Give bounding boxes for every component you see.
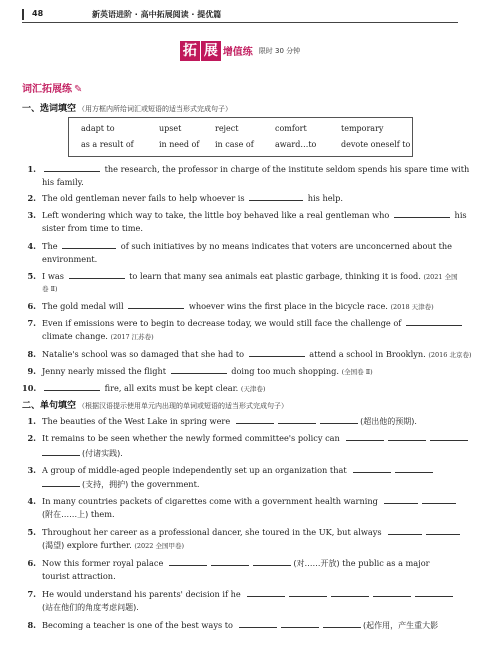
answer-blank[interactable] (171, 365, 227, 374)
book-title: 新英语进阶 · 高中拓展阅读 · 提优篇 (92, 10, 222, 19)
item-text: It remains to be seen whether the newly formed committee's policy can (42, 433, 340, 443)
answer-blank[interactable] (422, 495, 456, 504)
s2-item-2-cont (42, 447, 123, 459)
item-text: his (451, 210, 467, 220)
title-char-2: 展 (201, 41, 221, 61)
answer-blank[interactable] (395, 464, 433, 473)
s1-item-7-cont (42, 331, 154, 343)
answer-blank[interactable] (406, 317, 462, 326)
item-hint: (渴望) (42, 541, 65, 550)
item-text: the public as a major (342, 558, 430, 568)
item-number: 7. (27, 589, 36, 599)
item-hint: (起作用，产生重大影 (362, 621, 439, 630)
item-number: 3. (27, 465, 36, 475)
s1-item-1-cont: his family. (42, 177, 84, 187)
item-hint: (站在他们的角度考虑问题). (42, 603, 139, 612)
answer-blank[interactable] (44, 163, 100, 172)
s1-item-1 (22, 163, 470, 175)
word-box-item: comfort (275, 124, 307, 133)
s2-item-3-cont (42, 478, 199, 490)
section-2-instruction: （根据汉语提示使用单元内出现的单词或短语的适当形式完成句子） (78, 402, 289, 410)
s2-item-8 (22, 619, 462, 631)
answer-blank[interactable] (236, 415, 274, 424)
answer-blank[interactable] (44, 382, 100, 391)
answer-blank[interactable] (249, 192, 303, 201)
answer-blank[interactable] (373, 588, 411, 597)
item-source: (全国卷 Ⅱ) (341, 368, 373, 376)
s1-item-9 (22, 365, 462, 378)
answer-blank[interactable] (211, 557, 249, 566)
item-text: climate change. (42, 331, 108, 341)
page-header (22, 8, 458, 23)
s2-item-7-cont (42, 602, 139, 613)
answer-blank[interactable] (415, 588, 453, 597)
answer-blank[interactable] (388, 432, 426, 441)
s2-item-3 (22, 464, 462, 476)
item-text: them. (90, 509, 115, 519)
s1-item-5-source-cont: 卷 Ⅱ) (42, 285, 58, 293)
item-text: the research, the professor in charge of the institute seldom spends his spare time with (102, 164, 470, 174)
item-text: Even if emissions were to begin to decrease today, we would still face the challenge of (42, 318, 404, 328)
vocab-tag (22, 80, 82, 95)
word-box-item: as a result of (81, 140, 134, 149)
answer-blank[interactable] (253, 557, 291, 566)
item-number: 5. (27, 271, 36, 281)
answer-blank[interactable] (281, 619, 319, 628)
header-bar (22, 9, 24, 20)
item-number: 7. (27, 318, 36, 328)
section-1-heading (22, 101, 232, 114)
answer-blank[interactable] (323, 619, 361, 628)
item-text: the government. (130, 479, 200, 489)
item-number: 3. (27, 210, 36, 220)
section-2-heading (22, 398, 288, 411)
s1-item-8 (22, 348, 472, 361)
s1-item-2 (22, 192, 462, 204)
item-text: explore further. (66, 540, 132, 550)
answer-blank[interactable] (353, 464, 391, 473)
word-box-item: reject (215, 124, 239, 133)
word-box-item: temporary (341, 124, 384, 133)
item-number: 8. (27, 349, 36, 359)
section-title (0, 40, 480, 62)
item-source: (天津卷) (240, 385, 266, 393)
word-box-item: adapt to (81, 124, 115, 133)
time-limit: 限时 30 分钟 (258, 46, 301, 55)
answer-blank[interactable] (42, 478, 80, 487)
item-text: I was (42, 271, 67, 281)
item-number: 1. (27, 416, 36, 426)
item-hint: (支持，拥护) (82, 480, 129, 489)
item-text: He would understand his parents' decision if he (42, 589, 241, 599)
item-number: 10. (22, 383, 37, 393)
s2-item-7 (22, 588, 462, 600)
word-box (68, 117, 413, 157)
s2-item-6 (22, 557, 462, 569)
item-text: In many countries packets of cigarettes come with a government health warning (42, 496, 378, 506)
s1-item-3-cont: sister from time to time. (42, 223, 143, 233)
title-suffix: 增值练 (222, 47, 253, 58)
item-text: Now this former royal palace (42, 558, 164, 568)
item-text: Becoming a teacher is one of the best ways to (42, 620, 233, 630)
s1-item-10 (22, 382, 462, 395)
answer-blank[interactable] (426, 526, 460, 535)
answer-blank[interactable] (394, 209, 450, 218)
item-number: 6. (27, 301, 36, 311)
answer-blank[interactable] (388, 526, 422, 535)
item-source: (2017 江苏卷) (110, 333, 154, 341)
word-box-item: in case of (215, 140, 254, 149)
item-number: 1. (27, 164, 36, 174)
pen-icon: ✎ (74, 84, 83, 95)
item-text: Jenny nearly missed the flight (42, 366, 169, 376)
answer-blank[interactable] (69, 270, 125, 279)
item-number: 5. (27, 527, 36, 537)
item-number: 4. (27, 496, 36, 506)
answer-blank[interactable] (249, 348, 305, 357)
answer-blank[interactable] (247, 588, 285, 597)
item-text: Natalie's school was so damaged that she had to (42, 349, 247, 359)
item-source: (2022 全国甲卷) (134, 542, 185, 550)
item-number: 8. (27, 620, 36, 630)
word-box-item: devote oneself to (341, 140, 411, 149)
item-number: 6. (27, 558, 36, 568)
section-1-instruction: （用方框内所给词汇或短语的适当形式完成句子） (78, 105, 233, 113)
s1-item-5 (22, 270, 462, 283)
answer-blank[interactable] (430, 432, 468, 441)
answer-blank[interactable] (42, 447, 80, 456)
s2-item-1 (22, 415, 462, 427)
item-text: Throughout her career as a professional dancer, she toured in the UK, but always (42, 527, 382, 537)
title-char-1: 拓 (180, 41, 200, 61)
section-1-label: 一、选词填空 (22, 104, 77, 114)
item-source: (2016 北京卷) (428, 351, 472, 359)
s1-item-4 (22, 240, 462, 252)
item-source: (2018 天津卷) (390, 303, 434, 311)
s2-item-6-cont: tourist attraction. (42, 571, 116, 581)
item-hint: (超出他的预期). (360, 417, 417, 426)
s1-item-3 (22, 209, 467, 221)
section-2-label: 二、单句填空 (22, 401, 77, 411)
item-hint: (对……开放) (293, 559, 340, 568)
item-text: doing too much shopping. (228, 366, 340, 376)
item-source: (2021 全国 (423, 273, 458, 281)
answer-blank[interactable] (62, 240, 116, 249)
item-text: The beauties of the West Lake in spring were (42, 416, 231, 426)
s1-item-4-cont: environment. (42, 254, 98, 264)
item-text: of such initiatives by no means indicates that voters are unconcerned about the (118, 241, 453, 251)
item-text: to learn that many sea animals eat plastic garbage, thinking it is food. (126, 271, 421, 281)
word-box-item: award…to (275, 140, 317, 149)
item-text: The gold medal will (42, 301, 127, 311)
item-hint: (付诸实践). (82, 449, 123, 458)
item-text: The (42, 241, 61, 251)
item-text: fire, all exits must be kept clear. (102, 383, 239, 393)
item-text: A group of middle-aged people independently set up an organization that (42, 465, 347, 475)
s1-item-6 (22, 300, 462, 313)
s2-item-4-cont (42, 509, 115, 520)
answer-blank[interactable] (239, 619, 277, 628)
item-number: 2. (27, 433, 36, 443)
item-text: The old gentleman never fails to help whoever is (42, 193, 248, 203)
answer-blank[interactable] (169, 557, 207, 566)
item-text: attend a school in Brooklyn. (306, 349, 426, 359)
s1-item-7 (22, 317, 462, 329)
word-box-item: upset (159, 124, 182, 133)
item-text: whoever wins the first place in the bicycle race. (186, 301, 388, 311)
s2-item-4 (22, 495, 462, 507)
answer-blank[interactable] (128, 300, 184, 309)
item-text: his help. (305, 193, 344, 203)
answer-blank[interactable] (384, 495, 418, 504)
s2-item-5 (22, 526, 462, 538)
answer-blank[interactable] (331, 588, 369, 597)
vocab-tag-label: 词汇拓展练 (22, 84, 72, 95)
item-hint: (附在……上) (42, 510, 89, 519)
word-box-item: in need of (159, 140, 200, 149)
answer-blank[interactable] (346, 432, 384, 441)
item-text: Left wondering which way to take, the little boy behaved like a real gentleman who (42, 210, 392, 220)
answer-blank[interactable] (320, 415, 358, 424)
answer-blank[interactable] (278, 415, 316, 424)
s2-item-5-cont (42, 540, 184, 552)
item-number: 4. (27, 241, 36, 251)
item-number: 9. (27, 366, 36, 376)
s2-item-2 (22, 432, 462, 444)
answer-blank[interactable] (289, 588, 327, 597)
item-number: 2. (27, 193, 36, 203)
page-number: 48 (32, 9, 44, 18)
